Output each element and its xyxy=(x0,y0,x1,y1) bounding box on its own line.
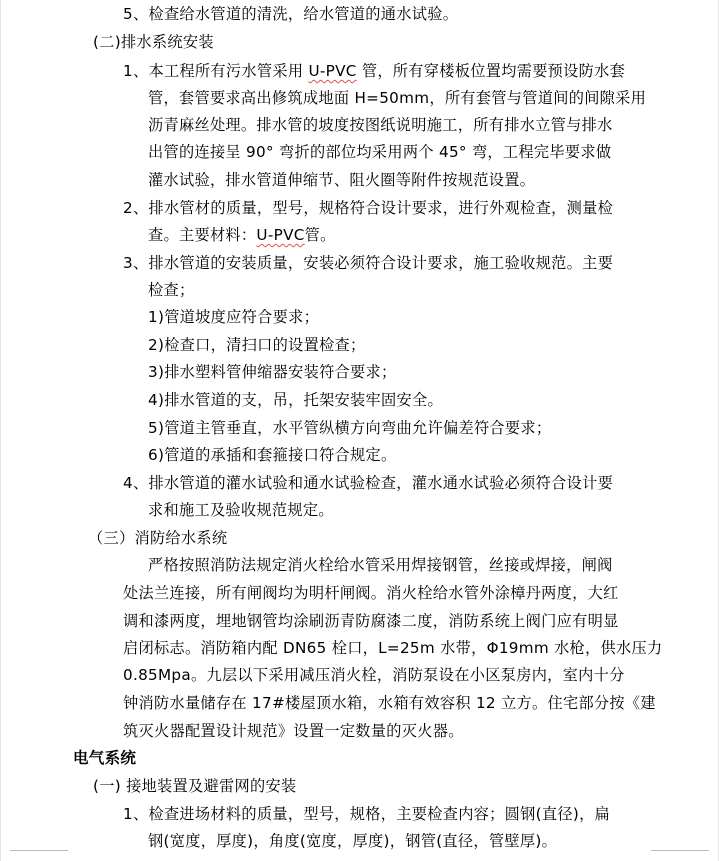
text-line: 出管的连接呈 90° 弯折的部位均采用两个 45° 弯，工程完毕要求做 xyxy=(148,143,612,161)
spellcheck-flagged-term: U-PVC xyxy=(308,62,357,80)
text-line: 筑灭火器配置设计规范》设置一定数量的灭火器。 xyxy=(123,722,464,740)
list-item: 1)管道坡度应符合要求； xyxy=(148,308,320,326)
chapter-heading: 电气系统 xyxy=(73,749,137,767)
list-item: 6)管道的承插和套箍接口符合规定。 xyxy=(148,446,397,464)
text-line: 启闭标志。消防箱内配 DN65 栓口，L=25m 水带，Φ19mm 水枪，供水压力 xyxy=(123,639,663,657)
text-line: 处法兰连接，所有闸阀均为明杆闸阀。消火栓给水管外涂樟丹两度，大红 xyxy=(123,584,619,602)
section-heading: (一) 接地装置及避雷网的安装 xyxy=(93,777,297,795)
text-line: 2、排水管材的质量，型号，规格符合设计要求，进行外观检查，测量检 xyxy=(123,199,614,217)
text-line: 管，套管要求高出修筑成地面 H=50mm，所有套管与管道间的间隙采用 xyxy=(148,89,647,107)
text-line xyxy=(123,58,625,85)
text-segment: 查。主要材料： xyxy=(148,226,257,244)
text-line: 沥青麻丝处理。排水管的坡度按图纸说明施工，所有排水立管与排水 xyxy=(148,116,613,134)
section-heading: （三）消防给水系统 xyxy=(88,529,228,547)
list-item: 2)检查口，清扫口的设置检查； xyxy=(148,336,366,354)
text-line: 钢(宽度，厚度)，角度(宽度，厚度)，钢管(直径，管壁厚)。 xyxy=(148,832,558,850)
spellcheck-flagged-term: U-PVC xyxy=(256,226,305,244)
text-line: 1、检查进场材料的质量，型号，规格，主要检查内容；圆钢(直径)，扁 xyxy=(123,805,611,823)
text-line: 检查； xyxy=(148,281,195,299)
text-line: 5、检查给水管道的清洗，给水管道的通水试验。 xyxy=(123,5,459,23)
page-corner-mark-left xyxy=(10,850,68,851)
section-heading: (二)排水系统安装 xyxy=(93,33,214,51)
text-segment: 1、本工程所有污水管采用 xyxy=(123,62,309,80)
text-line: 严格按照消防法规定消火栓给水管采用焊接钢管，丝接或焊接，闸阀 xyxy=(148,556,613,574)
text-line: 求和施工及验收规范规定。 xyxy=(148,501,334,519)
page-corner-mark-right xyxy=(651,850,709,851)
list-item: 3)排水塑料管伸缩器安装符合要求； xyxy=(148,363,397,381)
text-line: 0.85Mpa。九层以下采用减压消火栓，消防泵设在小区泵房内，室内十分 xyxy=(123,666,625,684)
list-item: 4)排水管道的支，吊，托架安装牢固安全。 xyxy=(148,391,443,409)
text-line: 灌水试验，排水管道伸缩节、阻火圈等附件按规范设置。 xyxy=(148,171,536,189)
text-line: 4、排水管道的灌水试验和通水试验检查，灌水通水试验必须符合设计要 xyxy=(123,474,614,492)
page-left-edge xyxy=(0,0,1,861)
text-line: 钟消防水量储存在 17#楼屋顶水箱，水箱有效容积 12 立方。住宅部分按《建 xyxy=(123,694,656,712)
text-segment: 管，所有穿楼板位置均需要预设防水套 xyxy=(356,62,626,80)
text-line xyxy=(148,222,336,249)
text-line: 3、排水管道的安装质量，安装必须符合设计要求，施工验收规范。主要 xyxy=(123,254,614,272)
text-segment: 管。 xyxy=(304,226,336,244)
text-line: 调和漆两度，埋地钢管均涂刷沥青防腐漆二度，消防系统上阀门应有明显 xyxy=(123,612,619,630)
list-item: 5)管道主管垂直，水平管纵横方向弯曲允许偏差符合要求； xyxy=(148,419,552,437)
